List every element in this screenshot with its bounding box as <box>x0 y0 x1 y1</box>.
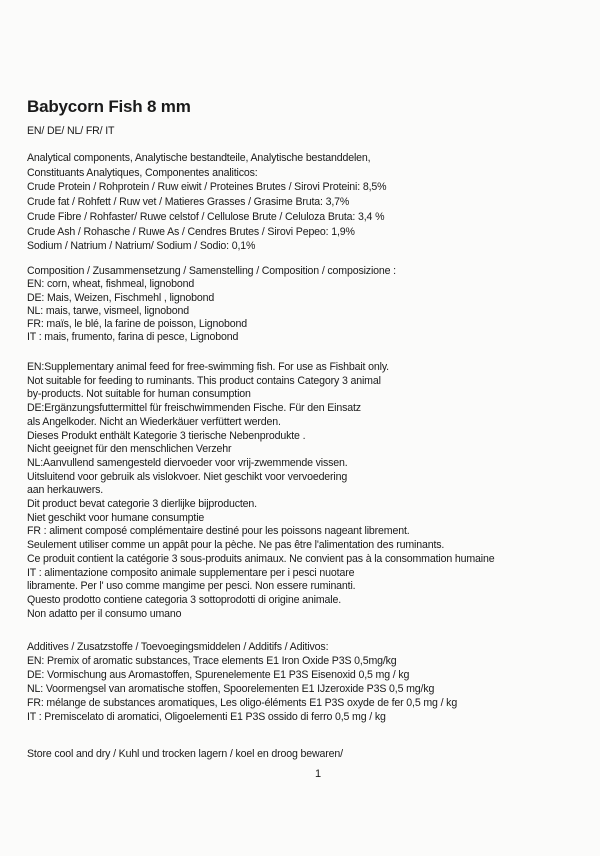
statements-line: Nicht geeignet für den menschlichen Verzehr <box>27 443 232 456</box>
additives-line: EN: Premix of aromatic substances, Trace elements E1 Iron Oxide P3S 0,5mg/kg <box>27 655 397 667</box>
analytical-components <box>27 151 386 254</box>
statements-line: by-products. Not suitable for human consumption <box>27 388 251 401</box>
additives-line: Additives / Zusatzstoffe / Toevoegingsmiddelen / Additifs / Aditivos: <box>27 641 329 653</box>
composition-line: NL: mais, tarwe, vismeel, lignobond <box>27 304 189 317</box>
storage-instructions: Store cool and dry / Kuhl und trocken lagern / koel en droog bewaren/ <box>27 748 343 760</box>
composition-line: IT : mais, frumento, farina di pesce, Lignobond <box>27 331 239 344</box>
statements-line: Niet geschikt voor humane consumptie <box>27 511 205 524</box>
composition-line: DE: Mais, Weizen, Fischmehl , lignobond <box>27 291 215 304</box>
statements-line: Dieses Produkt enthält Kategorie 3 tierische Nebenprodukte . <box>27 429 306 442</box>
statements-line: DE:Ergänzungsfuttermittel für freischwimmenden Fische. Für den Einsatz <box>27 402 361 415</box>
additives-section <box>27 640 457 724</box>
feed-statements <box>27 361 494 621</box>
statements-line: Dit product bevat categorie 3 dierlijke bijproducten. <box>27 498 257 511</box>
statements-line: Ce produit contient la catégorie 3 sous-produits animaux. Ne convient pas à la consommation humaine <box>27 552 495 565</box>
statements-line: FR : aliment composé complémentaire destiné pour les poissons nageant librement. <box>27 525 410 538</box>
additives-line: IT : Premiscelato di aromatici, Oligoelementi E1 P3S ossido di ferro 0,5 mg / kg <box>27 711 386 723</box>
additives-line: FR: mélange de substances aromatiques, Les oligo-éléments E1 P3S oxyde de fer 0,5 mg / kg <box>27 697 458 709</box>
additives-line: DE: Vormischung aus Aromastoffen, Spurenelemente E1 P3S Eisenoxid 0,5 mg / kg <box>27 669 410 681</box>
statements-line: Not suitable for feeding to ruminants. This product contains Category 3 animal <box>27 374 381 387</box>
analytical-line: Crude fat / Rohfett / Ruw vet / Matieres Grasses / Grasime Bruta: 3,7% <box>27 196 350 209</box>
statements-line: Non adatto per il consumo umano <box>27 607 182 620</box>
composition-line: EN: corn, wheat, fishmeal, lignobond <box>27 278 195 291</box>
statements-line: NL:Aanvullend samengesteld diervoeder voor vrij-zwemmende vissen. <box>27 456 348 469</box>
analytical-line: Sodium / Natrium / Natrium/ Sodium / Sodio: 0,1% <box>27 240 256 253</box>
composition-line: FR: maïs, le blé, la farine de poisson, Lignobond <box>27 318 247 331</box>
additives-line: NL: Voormengsel van aromatische stoffen, Spoorelementen E1 IJzeroxide P3S 0,5 mg/kg <box>27 683 435 695</box>
composition-section <box>27 265 396 345</box>
document-title: Babycorn Fish 8 mm <box>27 97 191 116</box>
composition-line: Composition / Zusammensetzung / Samenstelling / Composition / composizione : <box>27 265 396 277</box>
languages-line: EN/ DE/ NL/ FR/ IT <box>27 125 115 137</box>
statements-line: Seulement utiliser comme un appât pour la pèche. Ne pas être l'alimentation des ruminants. <box>27 539 445 552</box>
statements-line: Uitsluitend voor gebruik als vislokvoer. Niet geschikt voor vervoedering <box>27 470 348 483</box>
page-number: 1 <box>315 768 322 780</box>
analytical-line: Crude Ash / Rohasche / Ruwe As / Cendres Brutes / Sirovi Pepeo: 1,9% <box>27 225 355 238</box>
analytical-line: Crude Fibre / Rohfaster/ Ruwe celstof / Cellulose Brute / Celuloza Bruta: 3,4 % <box>27 210 385 223</box>
statements-line: EN:Supplementary animal feed for free-swimming fish. For use as Fishbait only. <box>27 361 389 373</box>
statements-line: Questo prodotto contiene categoria 3 sottoprodotti di origine animale. <box>27 593 341 606</box>
statements-line: IT : alimentazione composito animale supplementare per i pesci nuotare <box>27 566 355 579</box>
analytical-line: Constituants Analytiques, Componentes analiticos: <box>27 166 258 179</box>
statements-line: aan herkauwers. <box>27 484 104 497</box>
analytical-line: Crude Protein / Rohprotein / Ruw eiwit / Proteines Brutes / Sirovi Proteini: 8,5% <box>27 181 387 194</box>
analytical-line: Analytical components, Analytische bestandteile, Analytische bestanddelen, <box>27 152 371 164</box>
statements-line: libramente. Per l' uso comme mangime per pesci. Non essere ruminanti. <box>27 580 356 593</box>
statements-line: als Angelkoder. Nicht an Wiederkäuer verfüttert werden. <box>27 415 281 428</box>
